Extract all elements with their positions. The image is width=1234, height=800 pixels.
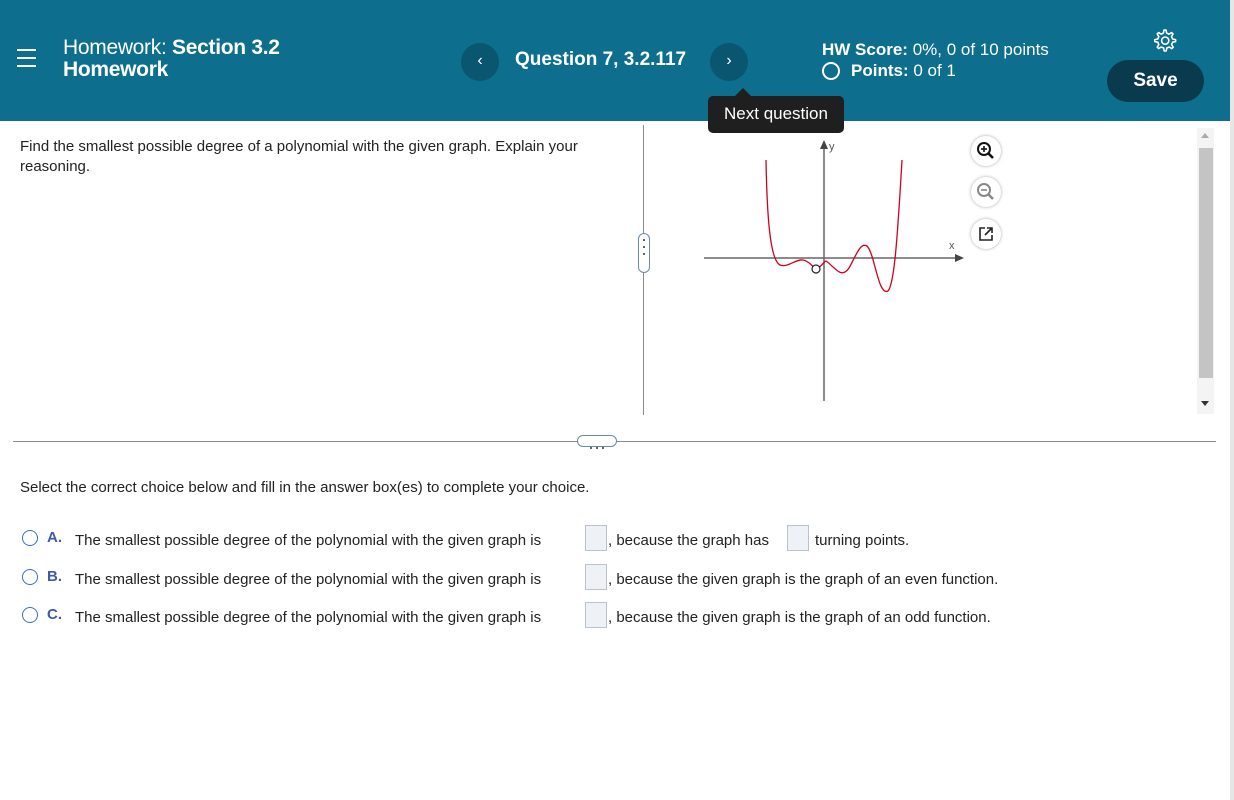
choice-b-end-text: , because the given graph is the graph of an even function. — [608, 571, 999, 588]
choice-b-text: The smallest possible degree of the polynomial with the given graph is — [75, 571, 542, 588]
question-label: Question 7, 3.2.117 — [515, 49, 687, 70]
title-line2: Homework — [63, 58, 168, 81]
choice-c-text: The smallest possible degree of the polynomial with the given graph is — [75, 609, 542, 626]
zoom-out-button[interactable] — [971, 177, 1001, 207]
chevron-left-icon: ‹ — [477, 52, 483, 69]
title-main: Section 3.2 — [172, 36, 280, 59]
status-circle-icon — [822, 62, 840, 80]
choice-b-radio[interactable] — [22, 569, 38, 585]
scroll-up-arrow-icon[interactable] — [1201, 133, 1209, 138]
previous-question-button[interactable] — [461, 43, 499, 81]
choice-a-degree-input[interactable] — [585, 525, 607, 551]
horizontal-resize-handle[interactable] — [577, 435, 617, 447]
score-value: 0%, 0 of 10 points — [912, 40, 1049, 59]
points-label: Points: — [851, 61, 909, 80]
save-button[interactable]: Save — [1107, 60, 1204, 102]
polynomial-graph — [700, 136, 970, 406]
popout-button[interactable] — [971, 219, 1001, 249]
graph-curve — [766, 160, 902, 291]
title-prefix: Homework: — [63, 36, 167, 59]
choice-a-turning-points-input[interactable] — [787, 525, 809, 551]
choice-a-mid-text: , because the graph has — [608, 532, 769, 549]
choice-c-end-text: , because the given graph is the graph of an odd function. — [608, 609, 991, 626]
window-edge — [1230, 0, 1234, 800]
choice-a-radio[interactable] — [22, 530, 38, 546]
choice-a-letter: A. — [47, 529, 62, 546]
scrollbar-thumb[interactable] — [1199, 148, 1213, 378]
gear-icon[interactable] — [1151, 27, 1177, 53]
homework-title — [63, 37, 280, 81]
choice-c-degree-input[interactable] — [585, 602, 607, 628]
chevron-right-icon: › — [726, 52, 732, 69]
choice-a-end-text: turning points. — [815, 532, 910, 549]
choice-c-radio[interactable] — [22, 607, 38, 623]
open-point-marker — [812, 265, 820, 273]
popout-icon — [971, 219, 1001, 249]
question-text: Find the smallest possible degree of a polynomial with the given graph. Explain your reasoning. — [20, 138, 578, 175]
hw-score — [822, 39, 1049, 61]
answer-instruction: Select the correct choice below and fill in the answer box(es) to complete your choice. — [20, 479, 590, 496]
x-axis-label: x — [949, 240, 955, 252]
choice-c-letter: C. — [47, 606, 62, 623]
x-axis-arrow — [955, 254, 964, 262]
next-question-button[interactable] — [710, 43, 748, 81]
choice-a-text: The smallest possible degree of the polynomial with the given graph is — [75, 532, 542, 549]
vertical-resize-handle[interactable] — [638, 233, 650, 273]
points-row — [822, 61, 956, 81]
score-label: HW Score: — [822, 40, 908, 59]
zoom-in-button[interactable] — [971, 136, 1001, 166]
zoom-in-icon — [971, 136, 1001, 166]
zoom-out-icon — [971, 177, 1001, 207]
choice-b-letter: B. — [47, 568, 62, 585]
y-axis-arrow — [820, 140, 828, 149]
scroll-down-arrow-icon[interactable] — [1201, 401, 1209, 406]
next-question-tooltip: Next question — [708, 96, 844, 133]
menu-icon[interactable] — [17, 49, 37, 71]
header-bar — [0, 0, 1230, 121]
points-value: 0 of 1 — [913, 61, 956, 80]
choice-b-degree-input[interactable] — [585, 564, 607, 590]
y-axis-label: y — [829, 141, 835, 153]
